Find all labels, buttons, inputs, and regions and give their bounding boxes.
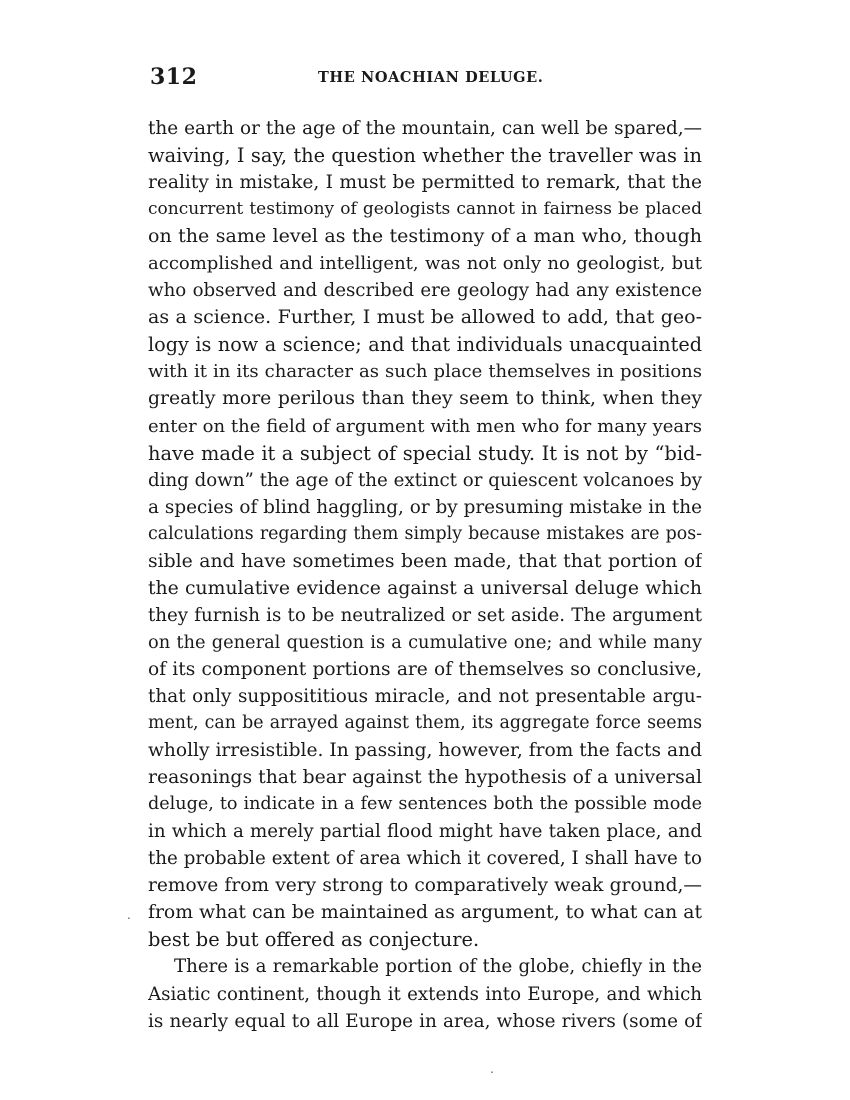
text-line: the probable extent of area which it covered, I shall have to bbox=[148, 848, 702, 870]
text-line: the cumulative evidence against a universal deluge which bbox=[148, 577, 702, 599]
running-head: THE NOACHIAN DELUGE. bbox=[318, 69, 544, 86]
text-line: who observed and described ere geology had any existence bbox=[148, 280, 702, 302]
margin-speck: . bbox=[127, 908, 131, 922]
text-line: deluge, to indicate in a few sentences both the possible mode bbox=[148, 794, 702, 815]
text-line: have made it a subject of special study. It is not by “bid- bbox=[148, 441, 702, 465]
text-line: that only supposititious miracle, and not presentable argu- bbox=[148, 685, 702, 707]
text-line: ment, can be arrayed against them, its aggregate force seems bbox=[148, 713, 702, 734]
text-line: enter on the field of argument with men who for many years bbox=[148, 415, 702, 437]
text-line: calculations regarding them simply because mistakes are pos- bbox=[148, 523, 702, 544]
text-line: is nearly equal to all Europe in area, whose rivers (some of bbox=[148, 1010, 702, 1032]
text-line: in which a merely partial flood might have taken place, and bbox=[148, 821, 702, 843]
text-line: remove from very strong to comparatively weak ground,— bbox=[148, 875, 702, 897]
text-line: concurrent testimony of geologists cannot in fairness be placed bbox=[148, 199, 702, 220]
text-line: sible and have sometimes been made, that that portion of bbox=[148, 550, 702, 572]
text-line: on the general question is a cumulative one; and while many bbox=[148, 631, 702, 653]
text-line: from what can be maintained as argument, to what can at bbox=[148, 902, 702, 924]
text-line: reasonings that bear against the hypothesis of a universal bbox=[148, 767, 702, 789]
text-line: Asiatic continent, though it extends into Europe, and which bbox=[148, 983, 702, 1005]
body-text bbox=[148, 115, 702, 1035]
text-line: on the same level as the testimony of a man who, though bbox=[148, 225, 702, 248]
text-line: reality in mistake, I must be permitted to remark, that the bbox=[148, 172, 702, 194]
bottom-speck: . bbox=[490, 1062, 494, 1076]
text-line: waiving, I say, the question whether the traveller was in bbox=[148, 144, 702, 168]
text-line: ding down” the age of the extinct or quiescent volcanoes by bbox=[148, 469, 702, 491]
text-line: they furnish is to be neutralized or set aside. The argument bbox=[148, 604, 702, 626]
text-line: accomplished and intelligent, was not only no geologist, but bbox=[148, 253, 702, 275]
page-header bbox=[150, 64, 700, 98]
text-line: best be but offered as conjecture. bbox=[148, 928, 480, 952]
text-line: There is a remarkable portion of the globe, chiefly in the bbox=[174, 956, 702, 978]
text-line: logy is now a science; and that individuals unacquainted bbox=[148, 333, 702, 357]
text-line: as a science. Further, I must be allowed to add, that geo- bbox=[148, 306, 702, 329]
text-line: greatly more perilous than they seem to think, when they bbox=[148, 388, 702, 410]
text-line: a species of blind haggling, or by presuming mistake in the bbox=[148, 496, 702, 518]
page-number: 312 bbox=[150, 64, 198, 90]
text-line: with it in its character as such place themselves in positions bbox=[148, 361, 702, 383]
text-line: the earth or the age of the mountain, can well be spared,— bbox=[148, 118, 702, 139]
text-line: wholly irresistible. In passing, however, from the facts and bbox=[148, 740, 702, 762]
text-line: of its component portions are of themselves so conclusive, bbox=[148, 658, 702, 680]
